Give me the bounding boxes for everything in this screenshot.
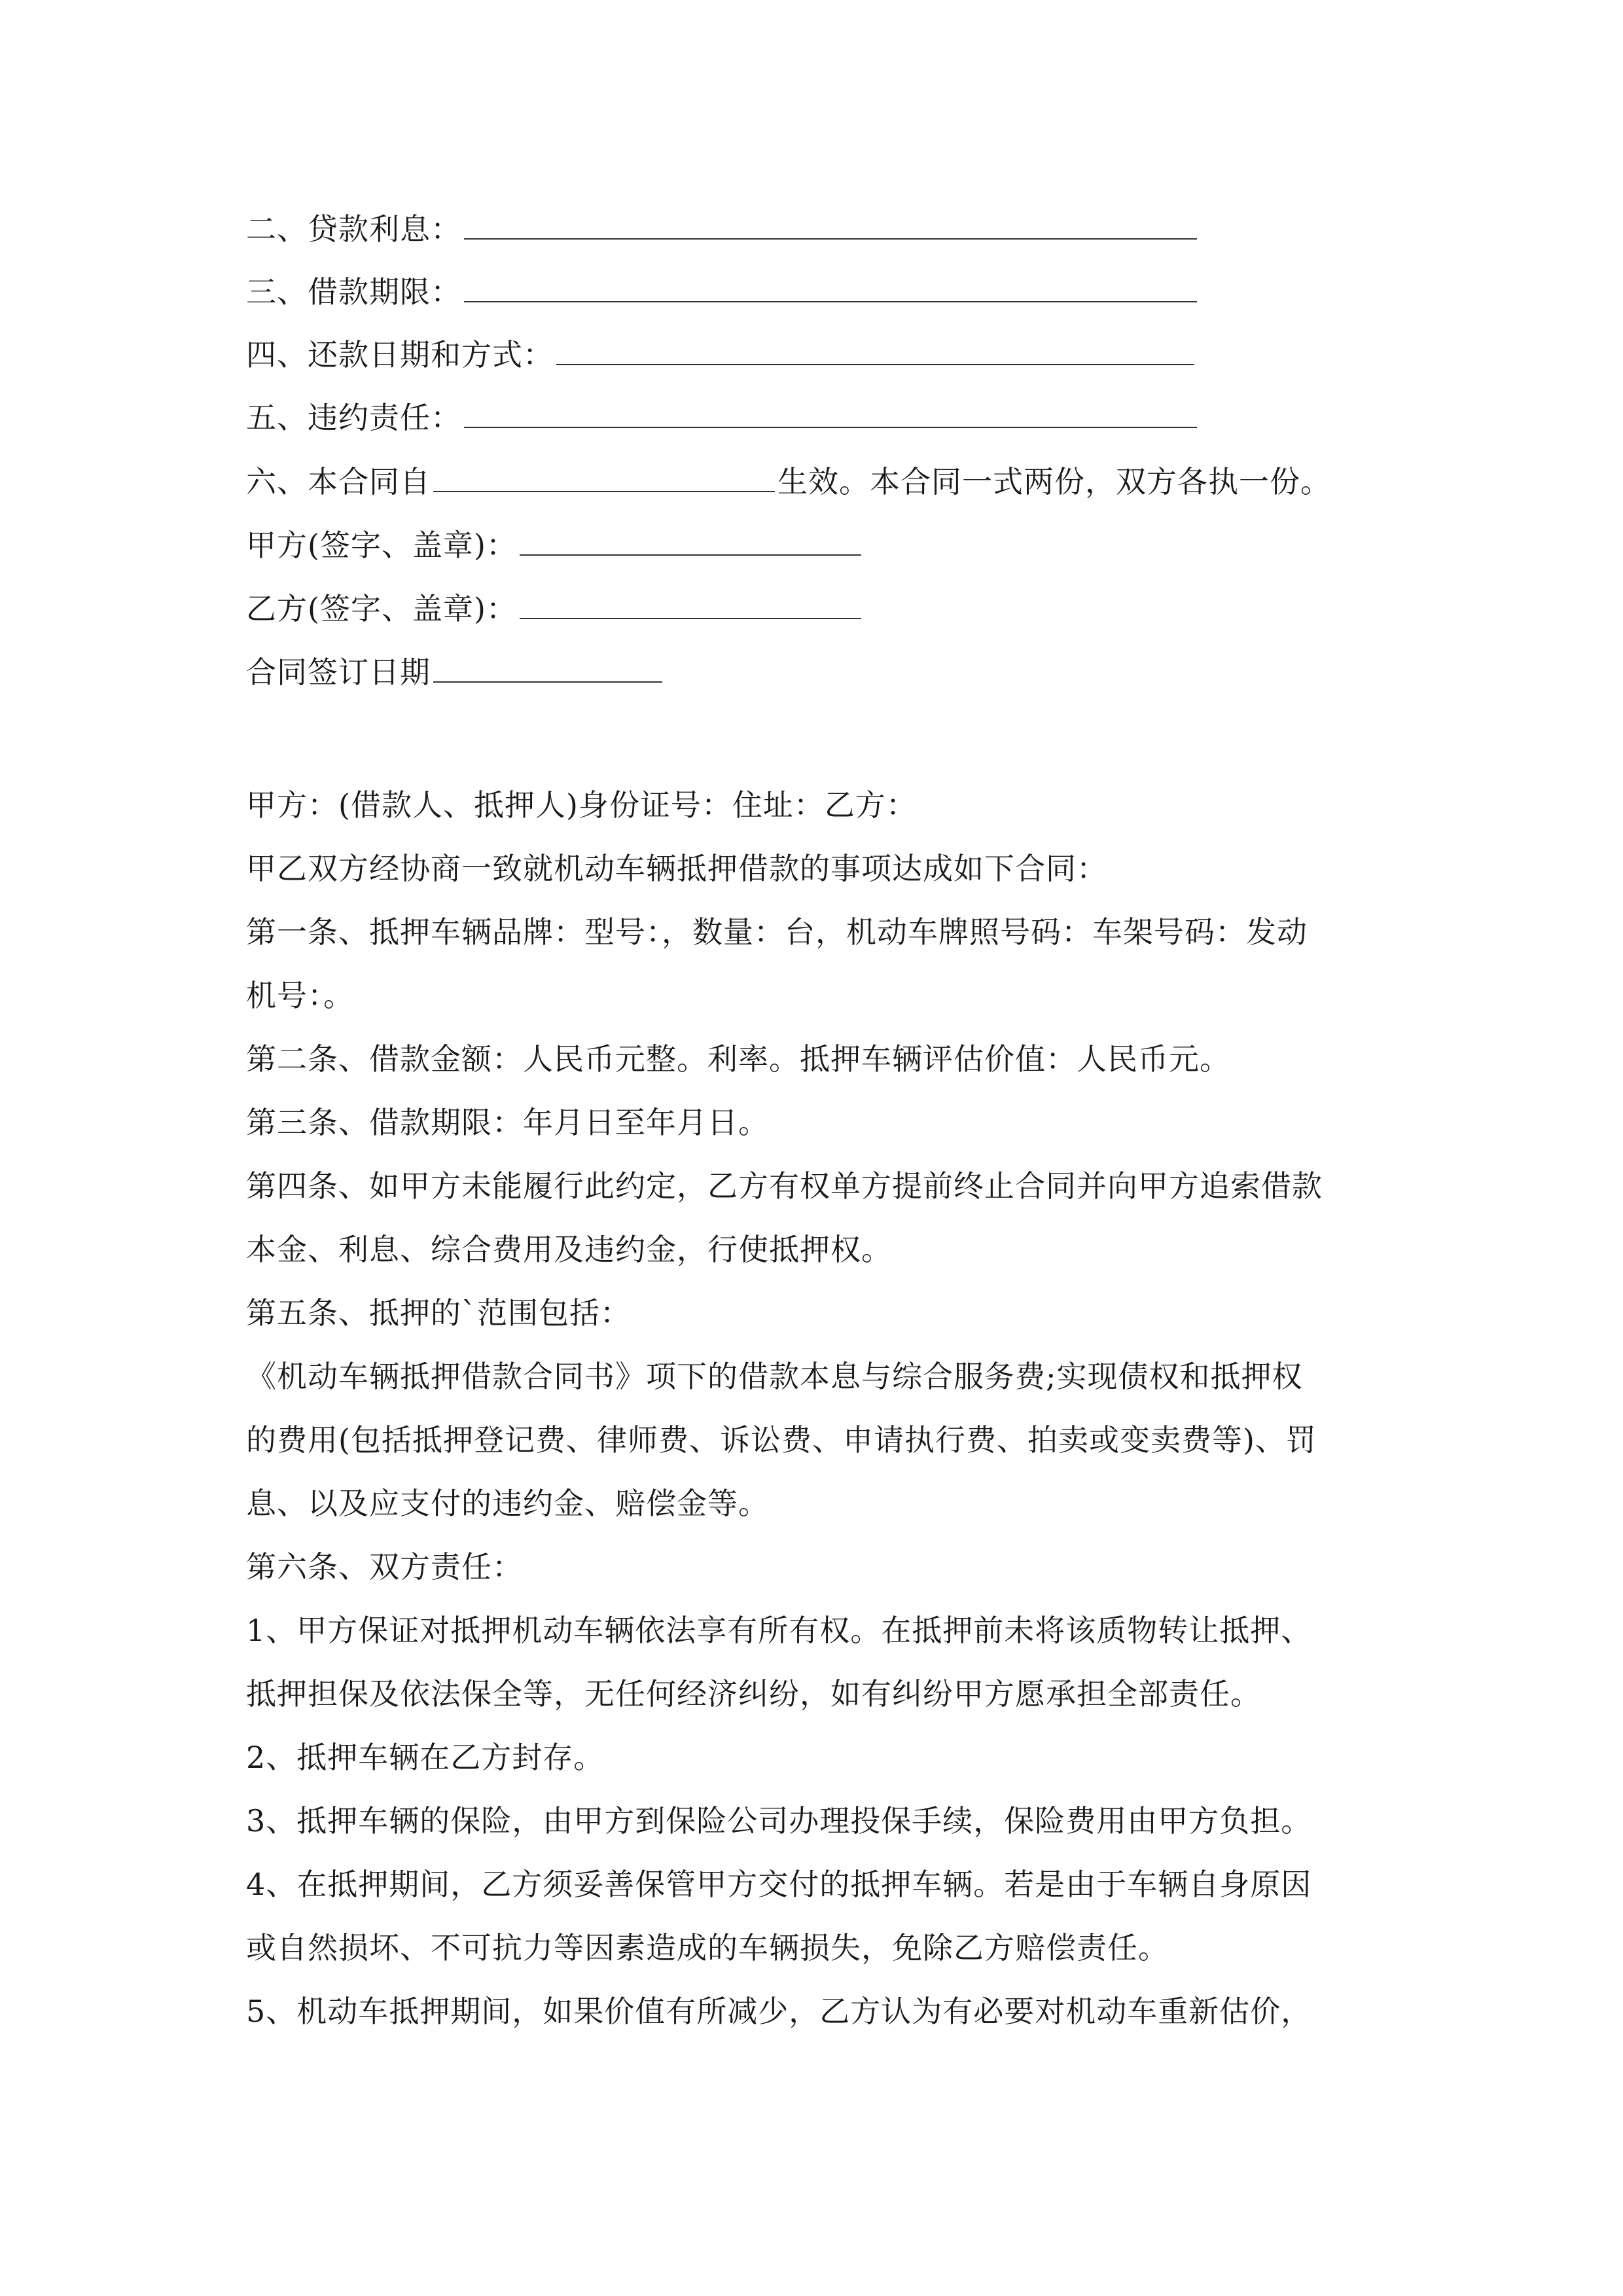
- contract-line: 抵押担保及依法保全等，无任何经济纠纷，如有纠纷甲方愿承担全部责任。: [246, 1676, 1261, 1712]
- party-b-sign-label: 乙方(签字、盖章)：: [246, 591, 517, 626]
- contract-line: 第二条、借款金额：人民币元整。利率。抵押车辆评估价值：人民币元。: [246, 1041, 1230, 1077]
- contract-line: 5、机动车抵押期间，如果价值有所减少，乙方认为有必要对机动车重新估价，: [246, 1994, 1312, 2029]
- term-label: 三、借款期限：: [246, 274, 461, 310]
- party-a-sign-blank[interactable]: [520, 526, 861, 556]
- liability-blank[interactable]: [464, 398, 1197, 428]
- effective-suffix: 生效。本合同一式两份，双方各执一份。: [777, 464, 1331, 499]
- repayment-field: [246, 335, 1194, 374]
- contract-line: 第五条、抵押的`范围包括：: [246, 1295, 631, 1331]
- party-b-sign-blank[interactable]: [520, 589, 861, 619]
- liability-field: [246, 398, 1197, 437]
- repayment-blank[interactable]: [556, 335, 1194, 365]
- contract-line: 或自然损坏、不可抗力等因素造成的车辆损失，免除乙方赔偿责任。: [246, 1930, 1169, 1965]
- sign-date-blank[interactable]: [433, 653, 662, 683]
- party-b-signature: [246, 589, 861, 628]
- sign-date-label: 合同签订日期: [246, 655, 431, 690]
- contract-line: 第三条、借款期限：年月日至年月日。: [246, 1105, 769, 1140]
- contract-line: 《机动车辆抵押借款合同书》项下的借款本息与综合服务费;实现债权和抵押权: [246, 1359, 1303, 1394]
- party-a-sign-label: 甲方(签字、盖章)：: [246, 528, 517, 563]
- term-field: [246, 272, 1197, 312]
- contract-line: 第一条、抵押车辆品牌：型号：，数量：台，机动车牌照号码：车架号码：发动: [246, 914, 1308, 950]
- effective-clause: [246, 462, 1331, 501]
- contract-line: 甲乙双方经协商一致就机动车辆抵押借款的事项达成如下合同：: [246, 851, 1107, 886]
- contract-line: 本金、利息、综合费用及违约金，行使抵押权。: [246, 1232, 892, 1267]
- contract-line: 3、抵押车辆的保险，由甲方到保险公司办理投保手续，保险费用由甲方负担。: [246, 1803, 1312, 1839]
- contract-line: 第四条、如甲方未能履行此约定，乙方有权单方提前终止合同并向甲方追索借款: [246, 1168, 1323, 1204]
- interest-field: [246, 209, 1197, 249]
- contract-line: 甲方：(借款人、抵押人)身份证号：住址：乙方：: [246, 787, 917, 823]
- contract-line: 机号：。: [246, 978, 354, 1013]
- interest-blank[interactable]: [464, 209, 1197, 240]
- contract-line: 第六条、双方责任：: [246, 1549, 523, 1585]
- contract-line: 4、在抵押期间，乙方须妥善保管甲方交付的抵押车辆。若是由于车辆自身原因: [246, 1867, 1312, 1902]
- term-blank[interactable]: [464, 272, 1197, 302]
- contract-line: 息、以及应支付的违约金、赔偿金等。: [246, 1486, 769, 1521]
- repayment-label: 四、还款日期和方式：: [246, 337, 554, 372]
- contract-line: 2、抵押车辆在乙方封存。: [246, 1740, 605, 1775]
- liability-label: 五、违约责任：: [246, 400, 461, 435]
- sign-date-field: [246, 653, 662, 692]
- contract-line: 1、甲方保证对抵押机动车辆依法享有所有权。在抵押前未将该质物转让抵押、: [246, 1613, 1312, 1648]
- party-a-signature: [246, 526, 861, 565]
- contract-line: 的费用(包括抵押登记费、律师费、诉讼费、申请执行费、拍卖或变卖费等)、罚: [246, 1422, 1317, 1458]
- interest-label: 二、贷款利息：: [246, 211, 461, 247]
- effective-prefix: 六、本合同自: [246, 464, 431, 499]
- effective-date-blank[interactable]: [433, 462, 775, 492]
